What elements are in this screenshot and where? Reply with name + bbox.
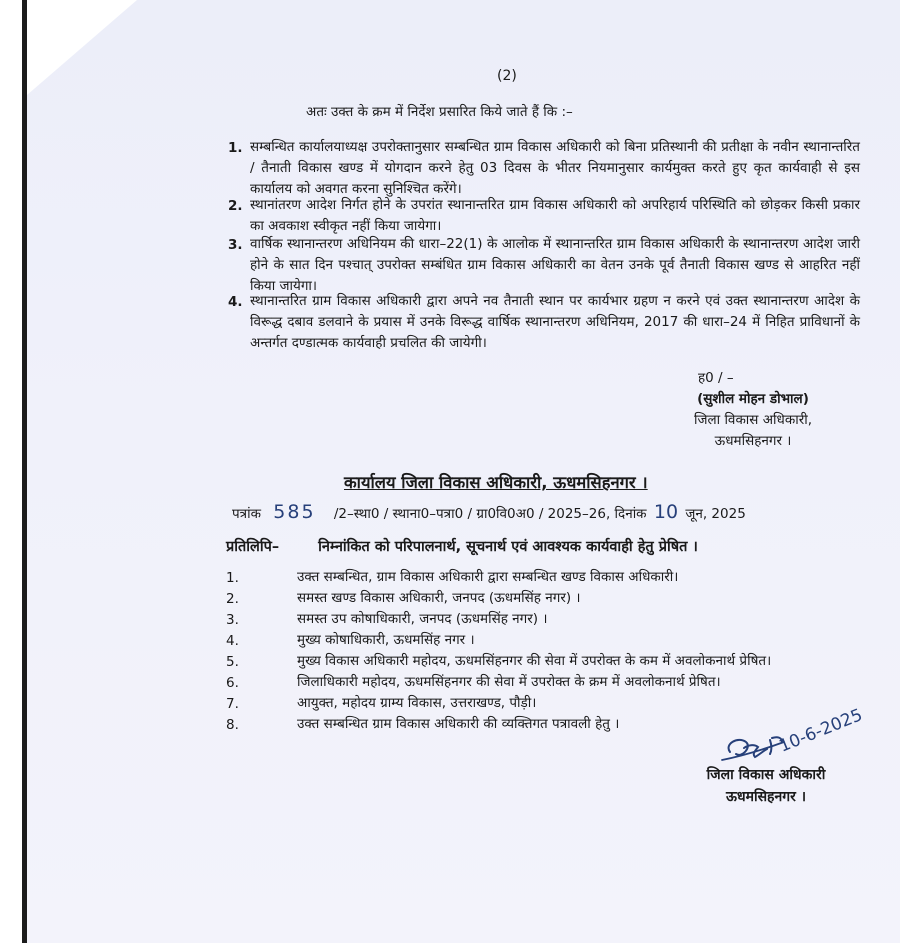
copy-list-item: जिलाधिकारी महोदय, ऊधमसिंहनगर की सेवा में उपरोक्त के क्रम में अवलोकनार्थ प्रेषित। xyxy=(297,674,721,690)
instruction-text: स्थानान्तरित ग्राम विकास अधिकारी द्वारा अपने नव तैनाती स्थान पर कार्यभार ग्रहण न करने एवं उक्त स्थानान्तरण आदेश के विरूद्ध दबाव डलवाने के प्रयास में उनके विरूद्ध वार्षिक स्थानान्तरण अधिनियम, 2017 की धारा–24 में निहित प्राविधानों के अन्तर्गत दण्डात्मक कार्यवाही प्रचलित की जायेगी। xyxy=(250,293,860,351)
handwritten-date: 10-6-2025 xyxy=(776,705,866,757)
signatory-place: ऊधमसिहनगर । xyxy=(714,433,792,449)
instruction-number: 2. xyxy=(228,198,243,214)
handwritten-day: 10 xyxy=(653,501,679,523)
copy-list-item: समस्त खण्ड विकास अधिकारी, जनपद (ऊधमसिंह नगर) । xyxy=(297,590,581,606)
instruction-text: सम्बन्धित कार्यालयाध्यक्ष उपरोक्तानुसार सम्बन्धित ग्राम विकास अधिकारी को बिना प्रतिस्थानी की प्रतीक्षा के नवीन स्थानान्तरित / तैनाती विकास खण्ड में योगदान करने हेतु 03 दिवस के भीतर नियमानुसार कार्यमुक्त करते हुए कृत कार्यवाही से इस कार्यालय को अवगत करना सुनिश्चित करेंगे। xyxy=(250,139,860,197)
final-signature-block xyxy=(676,764,856,808)
office-heading: कार्यालय जिला विकास अधिकारी, ऊधमसिहनगर । xyxy=(344,473,648,492)
handwritten-letter-number: 585 xyxy=(273,501,316,523)
copy-list-item: मुख्य कोषाधिकारी, ऊधमसिंह नगर । xyxy=(297,632,475,648)
intro-line: अतः उक्त के क्रम में निर्देश प्रसारित किये जाते हैं कि :– xyxy=(306,104,573,120)
page-number: (2) xyxy=(497,68,517,84)
signatory-designation: जिला विकास अधिकारी, xyxy=(693,412,813,428)
instruction-number: 3. xyxy=(228,237,243,253)
copy-list-item: समस्त उप कोषाधिकारी, जनपद (ऊधमसिंह नगर) । xyxy=(297,611,548,627)
copy-list-number: 2. xyxy=(226,591,239,607)
letter-date-rest: जून, 2025 xyxy=(685,506,746,522)
signatory-name: (सुशील मोहन डोभाल) xyxy=(697,391,809,407)
signed-mark: ह0 / – xyxy=(698,370,734,386)
copy-text: निम्नांकित को परिपालनार्थ, सूचनार्थ एवं आवश्यक कार्यवाही हेतु प्रेषित । xyxy=(318,539,698,555)
copy-list-number: 7. xyxy=(226,696,239,712)
copy-list-number: 3. xyxy=(226,612,239,628)
instruction-number: 1. xyxy=(228,140,243,156)
instruction-text: वार्षिक स्थानान्तरण अधिनियम की धारा–22(1) के आलोक में स्थानान्तरित ग्राम विकास अधिकारी के स्थानान्तरण आदेश जारी होने के सात दिन पश्चात् उपरोक्त सम्बंधित ग्राम विकास अधिकारी का वेतन उनके पूर्व तैनाती विकास खण्ड से आहरित नहीं किया जायेगा। xyxy=(250,236,860,294)
copy-list-item: आयुक्त, महोदय ग्राम्य विकास, उत्तराखण्ड, पौड़ी। xyxy=(297,695,537,711)
final-place: ऊधमसिहनगर । xyxy=(725,789,807,805)
final-designation: जिला विकास अधिकारी xyxy=(706,767,826,783)
copy-list-item: मुख्य विकास अधिकारी महोदय, ऊधमसिंहनगर की सेवा में उपरोक्त के कम में अवलोकनार्थ प्रेषित। xyxy=(297,653,772,669)
instruction-text: स्थानांतरण आदेश निर्गत होने के उपरांत स्थानान्तरित ग्राम विकास अधिकारी को अपरिहार्य परिस्थिति को छोड़कर किसी प्रकार का अवकाश स्वीकृत नहीं किया जायेगा। xyxy=(250,197,860,234)
copy-list-number: 6. xyxy=(226,675,239,691)
copy-list-number: 5. xyxy=(226,654,239,670)
copy-list-number: 8. xyxy=(226,717,239,733)
copy-list-item: उक्त सम्बन्धित, ग्राम विकास अधिकारी द्वारा सम्बन्धित खण्ड विकास अधिकारी। xyxy=(297,569,679,585)
copy-list-number: 1. xyxy=(226,570,239,586)
instruction-number: 4. xyxy=(228,294,243,310)
copy-list-item: उक्त सम्बन्धित ग्राम विकास अधिकारी की व्यक्तिगत पत्रावली हेतु । xyxy=(297,716,620,732)
copy-list-number: 4. xyxy=(226,633,239,649)
copy-label: प्रतिलिपि– xyxy=(226,539,280,555)
letter-prefix: पत्रांक xyxy=(232,506,261,522)
letter-reference: /2–स्था0 / स्थाना0–पत्रा0 / ग्रा0वि0अ0 / 2025–26, दिनांक xyxy=(333,506,647,522)
